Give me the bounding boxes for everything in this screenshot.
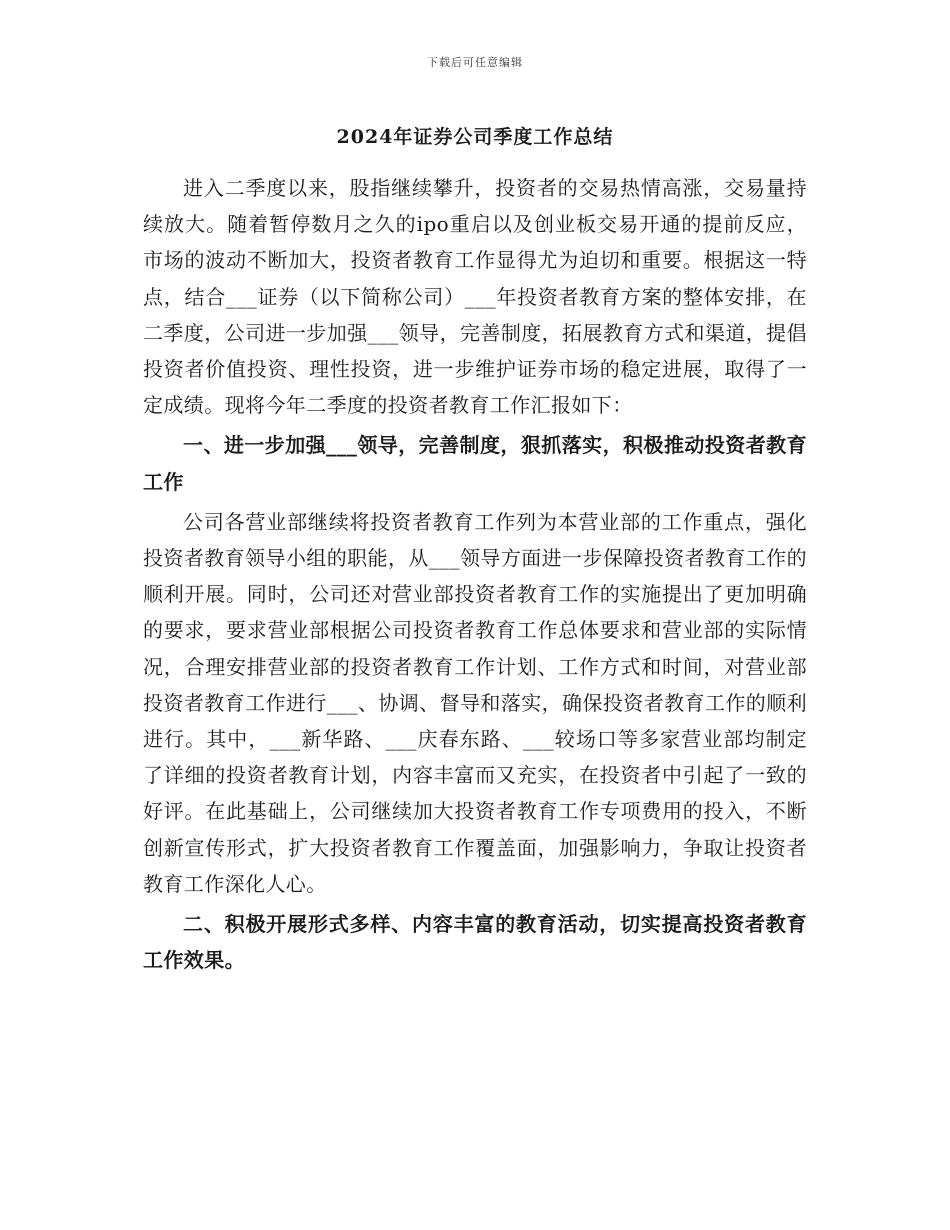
section-heading-1: 一、进一步加强___领导，完善制度，狠抓落实，积极推动投资者教育工作 <box>143 433 807 494</box>
section-heading-2: 二、积极开展形式多样、内容丰富的教育活动，切实提高投资者教育工作效果。 <box>143 912 807 973</box>
paragraph-intro: 进入二季度以来，股指继续攀升，投资者的交易热情高涨，交易量持续放大。随着暂停数月之久的ipo重启以及创业板交易开通的提前反应，市场的波动不断加大，投资者教育工作显得尤为迫切和重要。根据这一特点，结合___证券（以下简称公司）___年投资者教育方案的整体安排，在二季度，公司进一步加强___领导，完善制度，拓展教育方式和渠道，提倡投资者价值投资、理性投资，进一步维护证券市场的稳定进展，取得了一定成绩。现将今年二季度的投资者教育工作汇报如下： <box>143 176 807 418</box>
document-body <box>143 170 807 982</box>
document-title: 2024年证券公司季度工作总结 <box>336 126 614 148</box>
paragraph-section-1: 公司各营业部继续将投资者教育工作列为本营业部的工作重点，强化投资者教育领导小组的职能，从___领导方面进一步保障投资者教育工作的顺利开展。同时，公司还对营业部投资者教育工作的实施提出了更加明确的要求，要求营业部根据公司投资者教育工作总体要求和营业部的实际情况，合理安排营业部的投资者教育工作计划、工作方式和时间，对营业部投资者教育工作进行___、协调、督导和落实，确保投资者教育工作的顺利进行。其中，___新华路、___庆春东路、___较场口等多家营业部均制定了详细的投资者教育计划，内容丰富而又充实，在投资者中引起了一致的好评。在此基础上，公司继续加大投资者教育工作专项费用的投入，不断创新宣传形式，扩大投资者教育工作覆盖面，加强影响力，争取让投资者教育工作深化人心。 <box>143 509 807 896</box>
header-note: 下载后可任意编辑 <box>427 56 523 69</box>
